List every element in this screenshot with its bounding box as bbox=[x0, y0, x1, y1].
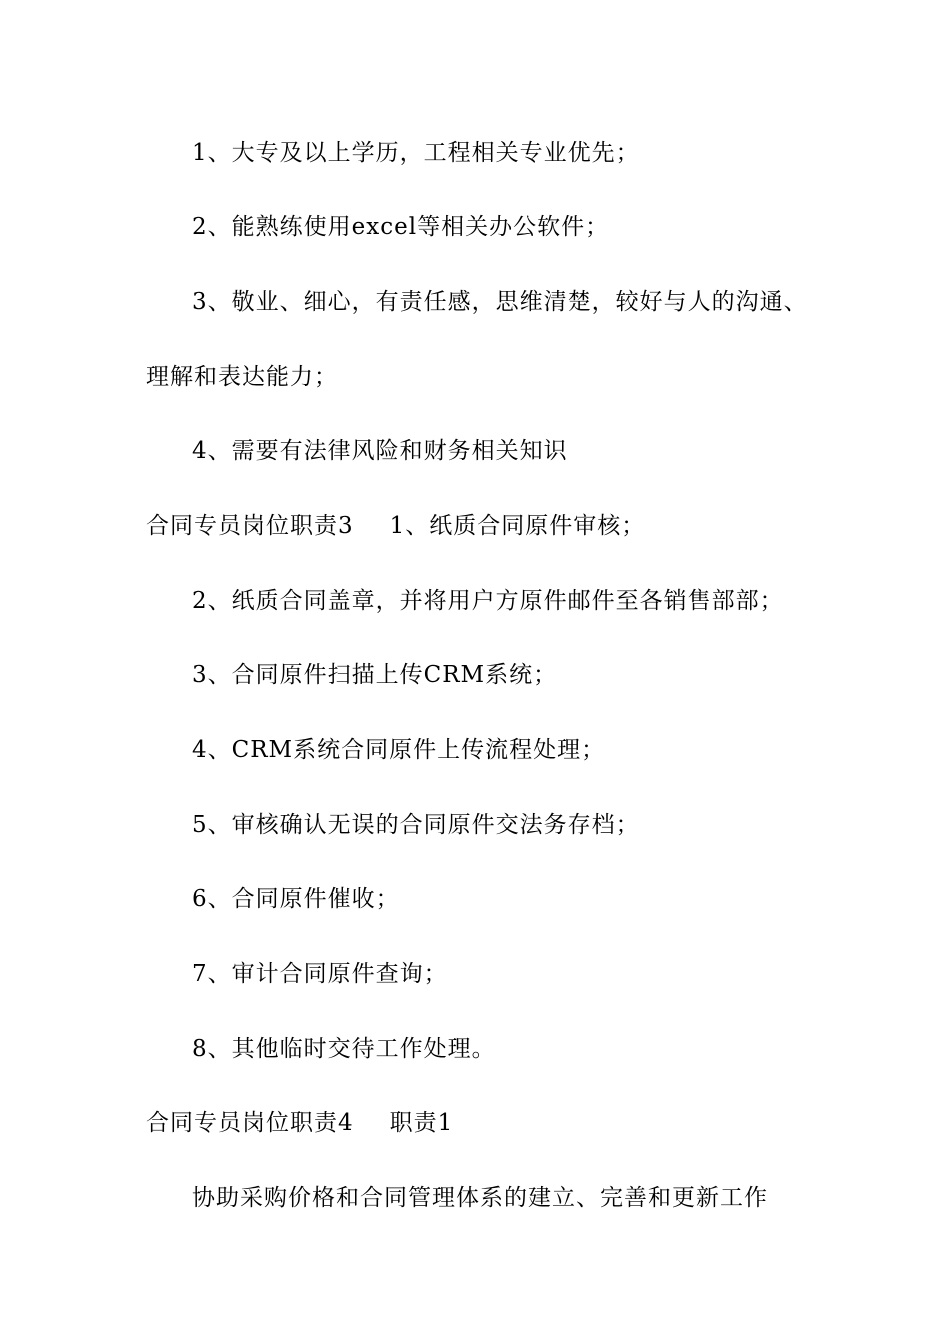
section4-heading: 合同专员岗位职责4 bbox=[146, 1110, 354, 1136]
requirement-item-4: 4、需要有法律风险和财务相关知识 bbox=[192, 438, 568, 464]
section3-item-7: 7、审计合同原件查询； bbox=[192, 961, 448, 987]
requirement-item-1: 1、大专及以上学历，工程相关专业优先； bbox=[192, 140, 640, 166]
requirement-item-2: 2、能熟练使用excel等相关办公软件； bbox=[192, 214, 610, 240]
section3-item-6: 6、合同原件催收； bbox=[192, 886, 400, 912]
section4-heading-row bbox=[146, 1108, 453, 1138]
section3-item-5: 5、审核确认无误的合同原件交法务存档； bbox=[192, 812, 640, 838]
section3-item-1: 1、纸质合同原件审核； bbox=[389, 513, 646, 539]
requirement-item-3: 3、敬业、细心，有责任感，思维清楚，较好与人的沟通、 bbox=[192, 289, 808, 315]
requirement-item-3-continued: 理解和表达能力； bbox=[146, 364, 338, 390]
section4-subheading: 职责1 bbox=[389, 1110, 454, 1136]
section3-item-4: 4、CRM系统合同原件上传流程处理； bbox=[192, 737, 606, 763]
section3-item-3: 3、合同原件扫描上传CRM系统； bbox=[192, 662, 558, 688]
section3-item-8: 8、其他临时交待工作处理。 bbox=[192, 1036, 496, 1062]
section3-heading: 合同专员岗位职责3 bbox=[146, 513, 354, 539]
section3-heading-row bbox=[146, 511, 645, 541]
section3-item-2: 2、纸质合同盖章，并将用户方原件邮件至各销售部部； bbox=[192, 588, 784, 614]
section4-item-1: 协助采购价格和合同管理体系的建立、完善和更新工作 bbox=[192, 1185, 768, 1211]
